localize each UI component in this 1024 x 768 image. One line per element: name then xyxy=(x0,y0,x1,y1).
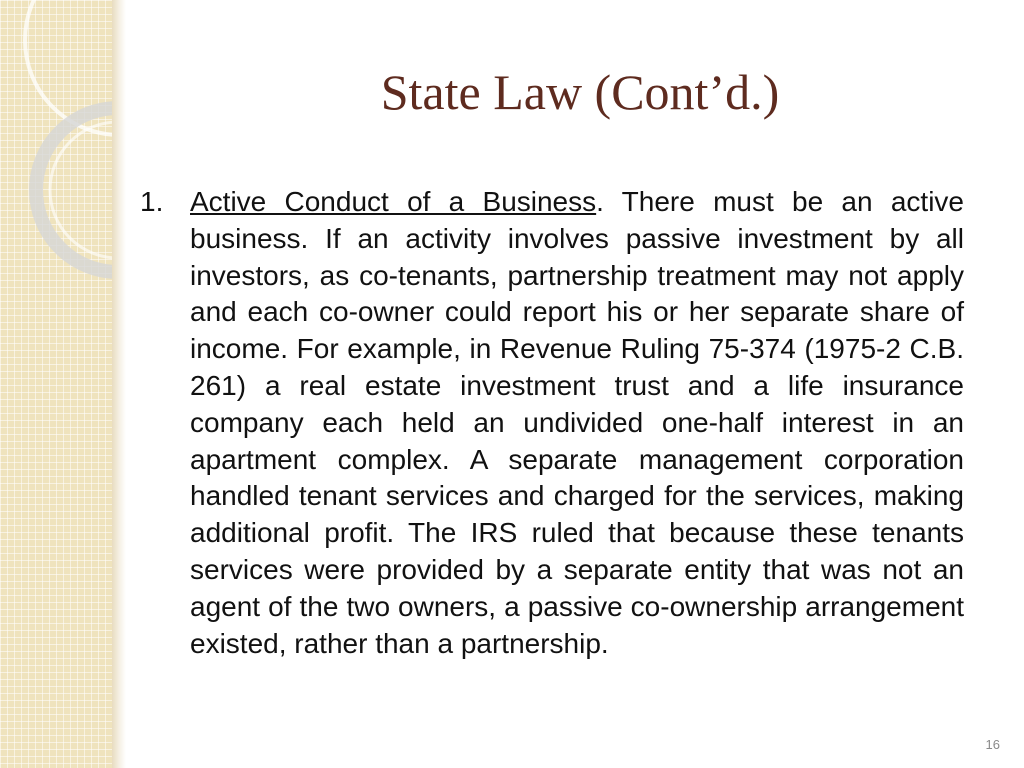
list-item-number: 1. xyxy=(140,186,164,217)
list-item xyxy=(140,184,964,662)
page-number: 16 xyxy=(985,737,1000,752)
decorative-rings-icon xyxy=(0,0,112,768)
list-item-heading: Active Conduct of a Business xyxy=(190,186,597,217)
list-item-body: . There must be an active business. If an activity involves passive investment by all investors, as co-tenants, partnership treatment may not apply and each co-owner could report his or her separate share of income. For example, in Revenue Ruling 75-374 (1975-2 C.B. 261) a real estate investment trust and a life insurance company each held an undivided one-half interest in an apartment complex. A separate management corporation handled tenant services and charged for the services, making additional profit. The IRS ruled that because these tenants services were provided by a separate entity that was not an agent of the two owners, a passive co-ownership arrangement existed, rather than a partnership. xyxy=(190,186,964,659)
slide-title: State Law (Cont’d.) xyxy=(380,64,780,120)
sidebar-shadow xyxy=(112,0,126,768)
decorative-sidebar xyxy=(0,0,112,768)
list-item-text xyxy=(190,184,964,662)
